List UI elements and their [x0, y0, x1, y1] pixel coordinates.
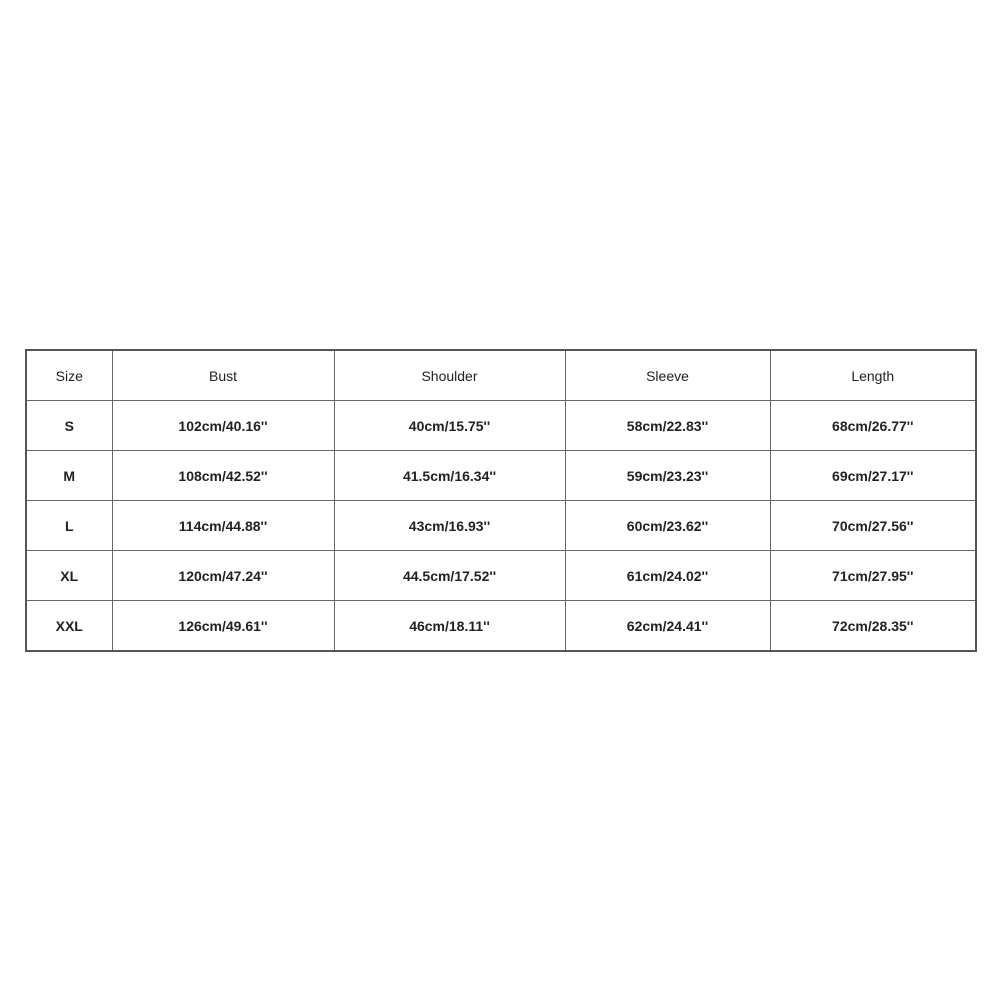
size-cell: L — [26, 501, 112, 551]
bust-cell: 120cm/47.24'' — [112, 551, 334, 601]
header-bust: Bust — [112, 350, 334, 401]
shoulder-cell: 44.5cm/17.52'' — [334, 551, 565, 601]
table-row — [26, 551, 976, 601]
size-cell: M — [26, 451, 112, 501]
sleeve-cell: 62cm/24.41'' — [565, 601, 770, 652]
shoulder-cell: 46cm/18.11'' — [334, 601, 565, 652]
shoulder-cell: 40cm/15.75'' — [334, 401, 565, 451]
length-cell: 69cm/27.17'' — [770, 451, 976, 501]
bust-cell: 126cm/49.61'' — [112, 601, 334, 652]
table-row — [26, 501, 976, 551]
bust-cell: 114cm/44.88'' — [112, 501, 334, 551]
size-cell: XL — [26, 551, 112, 601]
shoulder-cell: 41.5cm/16.34'' — [334, 451, 565, 501]
header-length: Length — [770, 350, 976, 401]
shoulder-cell: 43cm/16.93'' — [334, 501, 565, 551]
header-sleeve: Sleeve — [565, 350, 770, 401]
table-row — [26, 401, 976, 451]
length-cell: 72cm/28.35'' — [770, 601, 976, 652]
bust-cell: 102cm/40.16'' — [112, 401, 334, 451]
size-cell: XXL — [26, 601, 112, 652]
header-shoulder: Shoulder — [334, 350, 565, 401]
size-chart-table — [25, 349, 977, 652]
table-row — [26, 451, 976, 501]
sleeve-cell: 61cm/24.02'' — [565, 551, 770, 601]
length-cell: 70cm/27.56'' — [770, 501, 976, 551]
sleeve-cell: 59cm/23.23'' — [565, 451, 770, 501]
bust-cell: 108cm/42.52'' — [112, 451, 334, 501]
length-cell: 71cm/27.95'' — [770, 551, 976, 601]
sleeve-cell: 60cm/23.62'' — [565, 501, 770, 551]
table-row — [26, 601, 976, 652]
header-size: Size — [26, 350, 112, 401]
size-cell: S — [26, 401, 112, 451]
sleeve-cell: 58cm/22.83'' — [565, 401, 770, 451]
length-cell: 68cm/26.77'' — [770, 401, 976, 451]
header-row — [26, 350, 976, 401]
